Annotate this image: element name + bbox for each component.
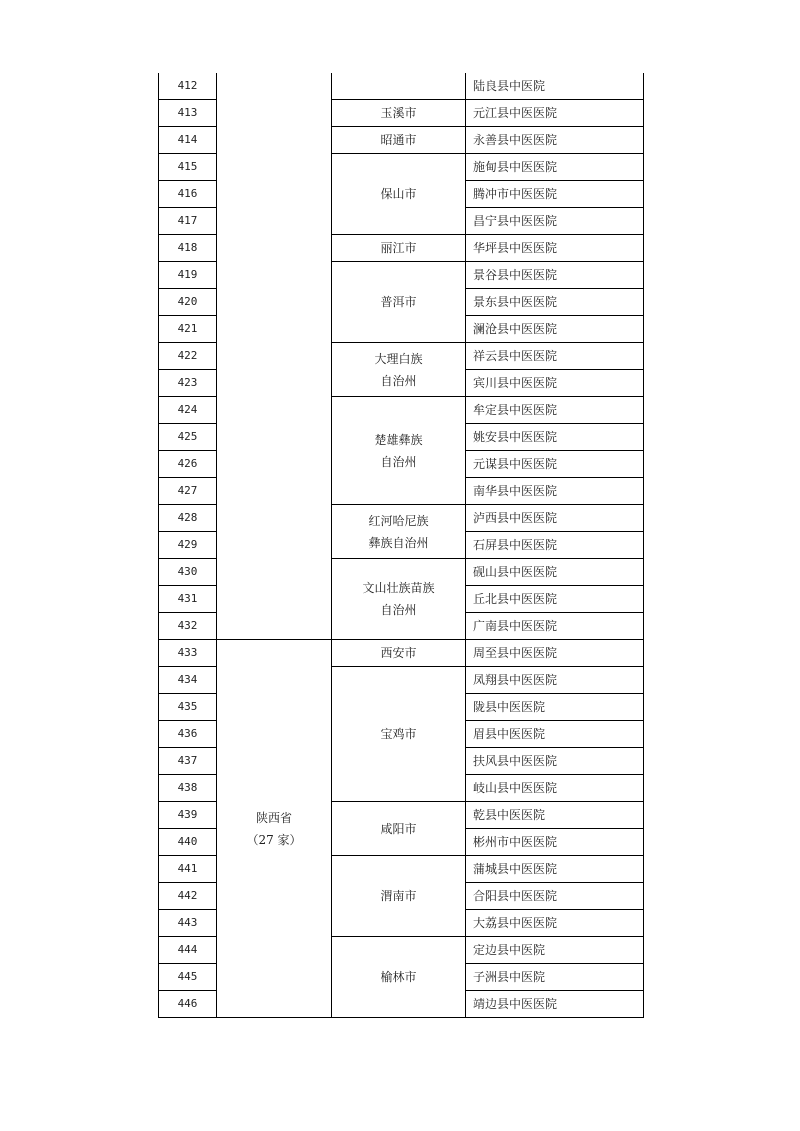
hospital-name: 施甸县中医医院 — [466, 154, 644, 181]
hospital-name: 华坪县中医医院 — [466, 235, 644, 262]
city-name: 榆林市 — [380, 970, 417, 984]
hospital-name: 子洲县中医院 — [466, 964, 644, 991]
city-cell — [332, 640, 466, 667]
row-number: 441 — [159, 856, 217, 883]
city-cell — [332, 343, 466, 397]
city-cell — [332, 937, 466, 1018]
row-number: 424 — [159, 397, 217, 424]
hospital-name: 定边县中医院 — [466, 937, 644, 964]
hospital-name: 景东县中医医院 — [466, 289, 644, 316]
row-number: 442 — [159, 883, 217, 910]
hospital-name: 周至县中医医院 — [466, 640, 644, 667]
province-cell — [217, 640, 332, 1018]
city-name: 西安市 — [380, 646, 417, 660]
row-number: 423 — [159, 370, 217, 397]
city-name: 彝族自治州 — [368, 535, 429, 550]
city-name: 咸阳市 — [380, 821, 417, 836]
province-name: （27 家） — [246, 832, 302, 847]
table-body — [159, 73, 644, 1018]
row-number: 415 — [159, 154, 217, 181]
city-name: 普洱市 — [380, 295, 417, 309]
city-name: 丽江市 — [380, 241, 417, 255]
row-number: 417 — [159, 208, 217, 235]
row-number: 434 — [159, 667, 217, 694]
city-cell — [332, 235, 466, 262]
city-cell — [332, 154, 466, 235]
hospital-name: 景谷县中医医院 — [466, 262, 644, 289]
row-number: 425 — [159, 424, 217, 451]
hospital-name: 彬州市中医医院 — [466, 829, 644, 856]
hospital-name: 南华县中医医院 — [466, 478, 644, 505]
row-number: 440 — [159, 829, 217, 856]
hospital-name: 扶风县中医医院 — [466, 748, 644, 775]
city-name: 自治州 — [380, 603, 417, 617]
row-number: 419 — [159, 262, 217, 289]
row-number: 437 — [159, 748, 217, 775]
row-number: 443 — [159, 910, 217, 937]
city-name: 昭通市 — [380, 133, 417, 147]
hospital-name: 乾县中医医院 — [466, 802, 644, 829]
row-number: 432 — [159, 613, 217, 640]
city-name: 渭南市 — [380, 889, 417, 903]
hospital-name: 元谋县中医医院 — [466, 451, 644, 478]
city-name: 楚雄彝族 — [374, 432, 423, 447]
city-name: 大理白族 — [374, 351, 423, 366]
hospital-name: 宾川县中医医院 — [466, 370, 644, 397]
row-number: 431 — [159, 586, 217, 613]
city-cell — [332, 397, 466, 505]
province-name: 陕西省 — [255, 810, 292, 825]
hospital-name: 靖边县中医医院 — [466, 991, 644, 1018]
city-name: 红河哈尼族 — [368, 513, 429, 528]
hospital-name: 凤翔县中医医院 — [466, 667, 644, 694]
province-cell — [217, 73, 332, 640]
city-cell — [332, 100, 466, 127]
hospital-name: 石屏县中医医院 — [466, 532, 644, 559]
city-cell — [332, 505, 466, 559]
hospital-name: 元江县中医医院 — [466, 100, 644, 127]
row-number: 420 — [159, 289, 217, 316]
row-number: 426 — [159, 451, 217, 478]
row-number: 433 — [159, 640, 217, 667]
city-cell — [332, 856, 466, 937]
hospital-name: 陇县中医医院 — [466, 694, 644, 721]
hospital-name: 祥云县中医医院 — [466, 343, 644, 370]
hospital-name: 大荔县中医医院 — [466, 910, 644, 937]
row-number: 418 — [159, 235, 217, 262]
hospital-name: 昌宁县中医医院 — [466, 208, 644, 235]
city-name: 玉溪市 — [380, 106, 417, 120]
hospital-name: 岐山县中医医院 — [466, 775, 644, 802]
hospital-name: 泸西县中医医院 — [466, 505, 644, 532]
hospital-name: 永善县中医医院 — [466, 127, 644, 154]
city-cell — [332, 262, 466, 343]
table-row — [159, 640, 644, 667]
city-name: 自治州 — [380, 373, 417, 388]
hospital-name: 广南县中医医院 — [466, 613, 644, 640]
city-cell — [332, 73, 466, 100]
row-number: 435 — [159, 694, 217, 721]
city-name: 自治州 — [380, 454, 417, 469]
row-number: 445 — [159, 964, 217, 991]
hospital-name: 合阳县中医医院 — [466, 883, 644, 910]
hospital-name: 丘北县中医医院 — [466, 586, 644, 613]
hospital-name: 腾冲市中医医院 — [466, 181, 644, 208]
row-number: 438 — [159, 775, 217, 802]
row-number: 421 — [159, 316, 217, 343]
hospital-name: 砚山县中医医院 — [466, 559, 644, 586]
row-number: 427 — [159, 478, 217, 505]
hospital-name: 陆良县中医院 — [466, 73, 644, 100]
city-name: 文山壮族苗族 — [362, 581, 435, 595]
hospital-name: 姚安县中医医院 — [466, 424, 644, 451]
city-cell — [332, 559, 466, 640]
city-name: 宝鸡市 — [380, 727, 417, 741]
row-number: 416 — [159, 181, 217, 208]
hospital-name: 眉县中医医院 — [466, 721, 644, 748]
row-number: 428 — [159, 505, 217, 532]
city-name: 保山市 — [380, 187, 417, 201]
table-row — [159, 73, 644, 100]
hospital-name: 牟定县中医医院 — [466, 397, 644, 424]
hospital-name: 蒲城县中医医院 — [466, 856, 644, 883]
row-number: 412 — [159, 73, 217, 100]
row-number: 436 — [159, 721, 217, 748]
hospital-table — [158, 73, 644, 1018]
row-number: 414 — [159, 127, 217, 154]
row-number: 439 — [159, 802, 217, 829]
city-cell — [332, 667, 466, 802]
row-number: 444 — [159, 937, 217, 964]
row-number: 413 — [159, 100, 217, 127]
hospital-name: 澜沧县中医医院 — [466, 316, 644, 343]
row-number: 422 — [159, 343, 217, 370]
row-number: 429 — [159, 532, 217, 559]
city-cell — [332, 127, 466, 154]
row-number: 446 — [159, 991, 217, 1018]
city-cell — [332, 802, 466, 856]
row-number: 430 — [159, 559, 217, 586]
